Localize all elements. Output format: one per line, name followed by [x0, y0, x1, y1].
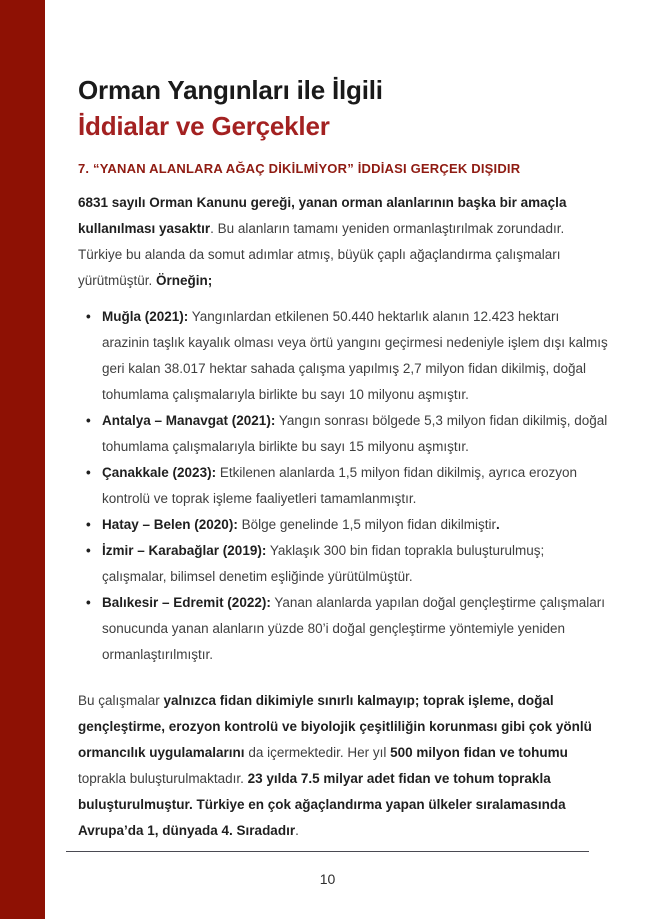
text: Yangın sonrası bölgede 5,3 milyon fidan dikilmiş, doğal tohumlama çalışmalarıyla birlikte bu sayı 15 milyonu aşmıştır. — [102, 413, 608, 454]
text: . Bu alanların tamamı yeniden ormanlaştırılmak zorundadır. Türkiye bu alanda da somut adımlar atmış, büyük çaplı ağaçlandırma çalışmaları yürütmüştür. — [78, 221, 565, 288]
text: da içermektedir. Her yıl — [244, 745, 391, 760]
text: Bu çalışmalar — [78, 693, 164, 708]
intro-paragraph — [78, 190, 610, 294]
left-accent-bar — [0, 0, 45, 919]
list-item — [102, 590, 610, 668]
page-content — [78, 0, 610, 844]
text: toprakla buluşturulmaktadır. — [78, 771, 248, 786]
section-heading: 7. “YANAN ALANLARA AĞAÇ DİKİLMİYOR” İDDİASI GERÇEK DIŞIDIR — [78, 161, 521, 176]
title-line-2: İddialar ve Gerçekler — [78, 111, 330, 141]
text: . — [295, 823, 299, 838]
text: Etkilenen alanlarda 1,5 milyon fidan dikilmiş, ayrıca erozyon kontrolü ve toprak işleme faaliyetleri tamamlanmıştır. — [102, 465, 578, 506]
footer-divider — [66, 851, 589, 852]
page-title — [78, 0, 610, 144]
text: Yaklaşık 300 bin fidan toprakla buluşturulmuş; çalışmalar, bilimsel denetim eşliğinde yürütülmüştür. — [102, 543, 545, 584]
closing-paragraph — [78, 688, 610, 844]
list-item — [102, 408, 610, 460]
list-item — [102, 512, 610, 538]
text: Bölge genelinde 1,5 milyon fidan dikilmiştir — [237, 517, 496, 532]
page-number: 10 — [319, 871, 336, 887]
title-line-1: Orman Yangınları ile İlgili — [78, 75, 383, 105]
text: Yanan alanlarda yapılan doğal gençleştirme çalışmaları sonucunda yanan alanların yüzde 80’i doğal gençleştirme yöntemiyle yeniden ormanlaştırılmıştır. — [102, 595, 606, 662]
bold-text: Örneğin; — [156, 273, 213, 288]
bold-text: Çanakkale (2023): — [102, 465, 217, 480]
bold-text: Balıkesir – Edremit (2022): — [102, 595, 271, 610]
bold-text: Muğla (2021): — [102, 309, 189, 324]
bold-text: İzmir – Karabağlar (2019): — [102, 543, 267, 558]
bold-text: yalnızca fidan dikimiyle sınırlı kalmayıp; toprak işleme, doğal gençleştirme, erozyon kontrolü ve biyolojik çeşitliliğin korunması gibi çok yönlü ormancılık uygulamalarını — [78, 693, 592, 760]
list-item — [102, 538, 610, 590]
list-item — [102, 460, 610, 512]
bold-text: 500 milyon fidan ve tohumu — [390, 745, 568, 760]
bold-text: Hatay – Belen (2020): — [102, 517, 238, 532]
text: Yangınlardan etkilenen 50.440 hektarlık alanın 12.423 hektarı arazinin taşlık kayalık olması veya örtü yangını geçirmesi nedeniyle işlem dışı kalmış geri kalan 38.017 hektar sahada çalışma yapılmış 2,7 milyon fidan dikilmiş, doğal tohumlama çalışmalarıyla birlikte bu sayı 10 milyonu aşmıştır. — [102, 309, 608, 402]
bold-text: . — [495, 517, 500, 532]
examples-list — [78, 304, 610, 668]
bold-text: 6831 sayılı Orman Kanunu gereği, yanan orman alanlarının başka bir amaçla kullanılması yasaktır — [78, 195, 567, 236]
bold-text: Antalya – Manavgat (2021): — [102, 413, 276, 428]
list-item — [102, 304, 610, 408]
bold-text: 23 yılda 7.5 milyar adet fidan ve tohum toprakla buluşturulmuştur. Türkiye en çok ağaçlandırma yapan ülkeler sıralamasında Avrupa’da 1, dünyada 4. Sıradadır — [78, 771, 566, 838]
